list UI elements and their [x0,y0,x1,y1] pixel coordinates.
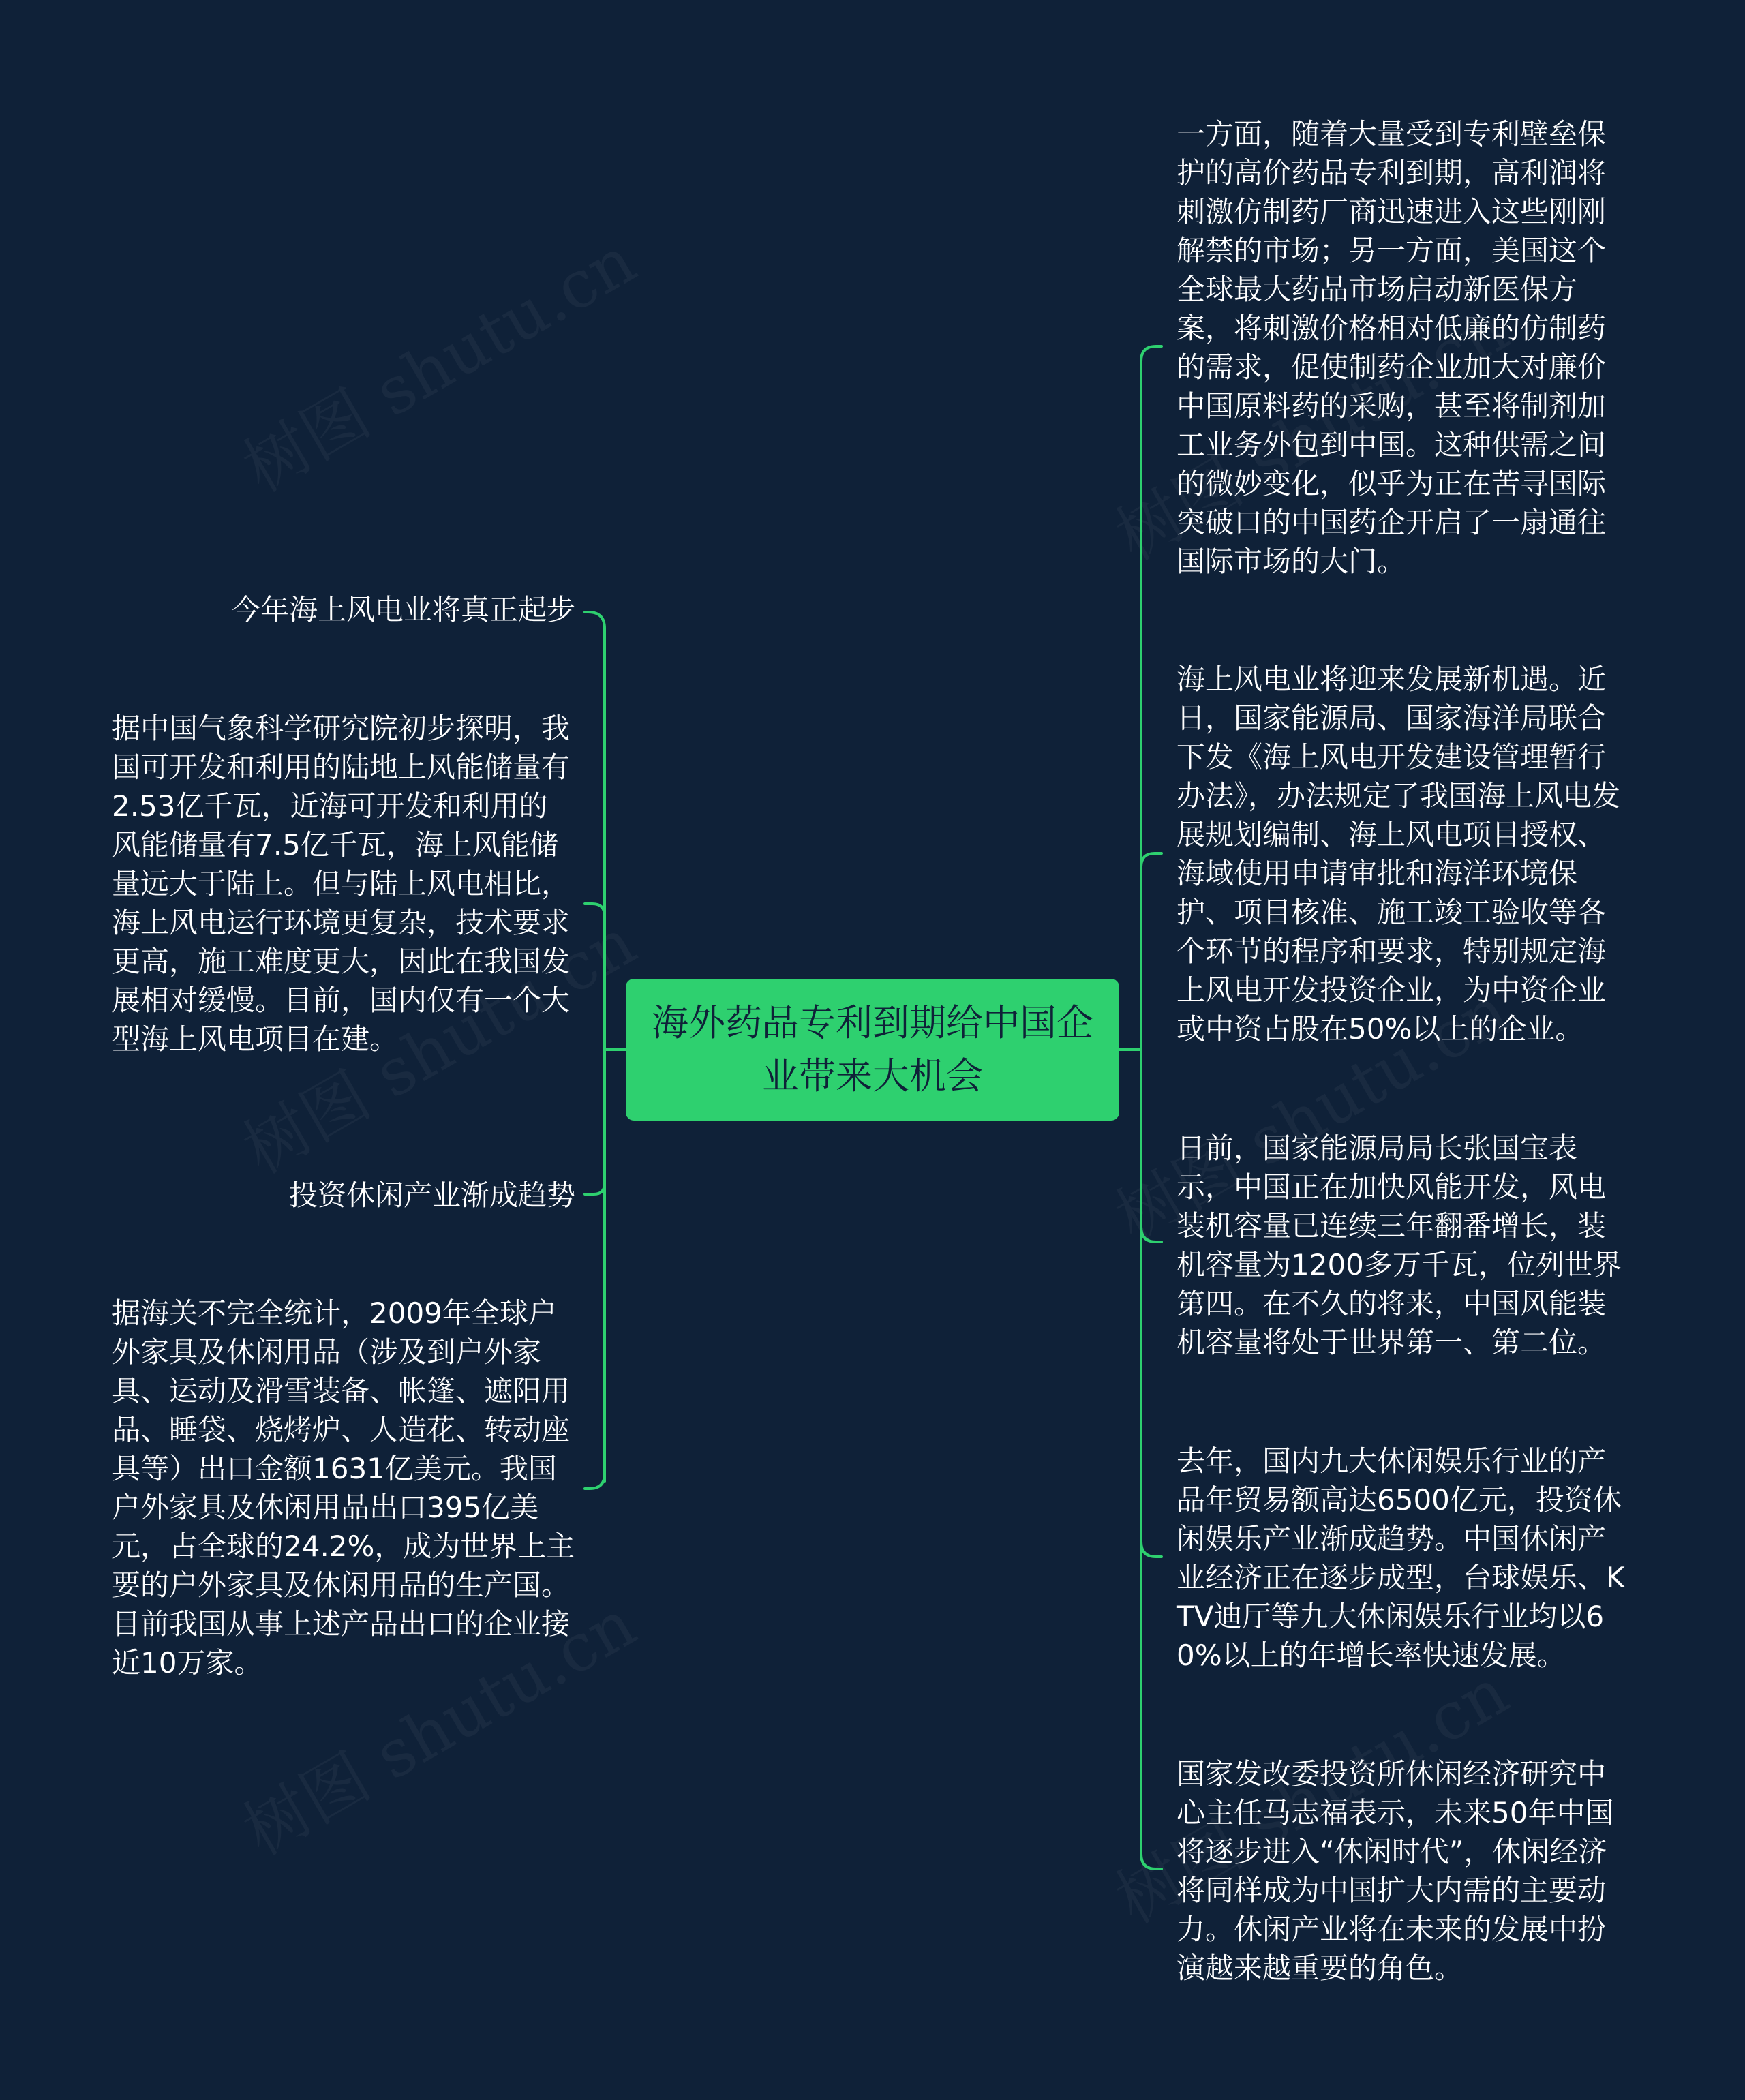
right-node-1[interactable]: 一方面，随着大量受到专利壁垒保护的高价药品专利到期，高利润将刺激仿制药厂商迅速进入这些刚刚解禁的市场；另一方面，美国这个全球最大药品市场启动新医保方案，将刺激价格相对低廉的仿制药的需求，促使制药企业加大对廉价中国原料药的采购，甚至将制剂加工业务外包到中国。这种供需之间的微妙变化，似乎为正在苦寻国际突破口的中国药企开启了一扇通往国际市场的大门。 [1177,117,1607,578]
left-node-3[interactable]: 投资休闲产业渐成趋势 [288,1178,575,1212]
left-node-2[interactable]: 据中国气象科学研究院初步探明，我国可开发和利用的陆地上风能储量有2.53亿千瓦，近海可开发和利用的风能储量有7.5亿千瓦，海上风能储量远大于陆上。但与陆上风电相比，海上风电运行环境更复杂，技术要求更高，施工难度更大，因此在我国发展相对缓慢。目前，国内仅有一个大型海上风电项目在建。 [112,712,571,1056]
connector-left-4 [585,1474,605,1489]
right-node-4[interactable]: 去年，国内九大休闲娱乐行业的产品年贸易额高达6500亿元，投资休闲娱乐产业渐成趋势。中国休闲产业经济正在逐步成型，台球娱乐、KTV迪厅等九大休闲娱乐行业均以60%以上的年增长率快速发展。 [1177,1444,1625,1672]
right-node-3[interactable]: 日前，国家能源局局长张国宝表示，中国正在加快风能开发，风电装机容量已连续三年翻番增长，装机容量为1200多万千瓦，位列世界第四。在不久的将来，中国风能装机容量将处于世界第一、第二位。 [1177,1131,1622,1359]
connector-right-1 [1141,346,1162,361]
connector-right-3 [1141,1227,1162,1242]
connector-right-4 [1141,1542,1162,1557]
connector-right-5 [1141,1854,1162,1869]
connector-left-2 [585,904,605,916]
right-node-2[interactable]: 海上风电业将迎来发展新机遇。近日，国家能源局、国家海洋局联合下发《海上风电开发建设管理暂行办法》，办法规定了我国海上风电发展规划编制、海上风电项目授权、海域使用申请审批和海洋环境保护、项目核准、施工竣工验收等各个环节的程序和要求，特别规定海上风电开发投资企业，为中资企业或中资占股在50%以上的企业。 [1177,663,1621,1046]
central-topic[interactable]: 海外药品专利到期给中国企业带来大机会 [626,979,1119,1121]
left-node-4[interactable]: 据海关不完全统计，2009年全球户外家具及休闲用品（涉及到户外家具、运动及滑雪装备、帐篷、遮阳用品、睡袋、烧烤炉、人造花、转动座具等）出口金额1631亿美元。我国户外家具及休闲用品出口395亿美元，占全球的24.2%，成为世界上主要的户外家具及休闲用品的生产国。目前我国从事上述产品出口的企业接近10万家。 [112,1296,575,1679]
left-node-1[interactable]: 今年海上风电业将真正起步 [231,593,575,626]
right-node-5[interactable]: 国家发改委投资所休闲经济研究中心主任马志福表示，未来50年中国将逐步进入“休闲时代”，休闲经济将同样成为中国扩大内需的主要动力。休闲产业将在未来的发展中扮演越来越重要的角色。 [1177,1757,1614,1985]
connector-left-3 [585,1183,605,1194]
connector-left-1 [585,612,605,628]
connector-right-2 [1141,853,1162,867]
